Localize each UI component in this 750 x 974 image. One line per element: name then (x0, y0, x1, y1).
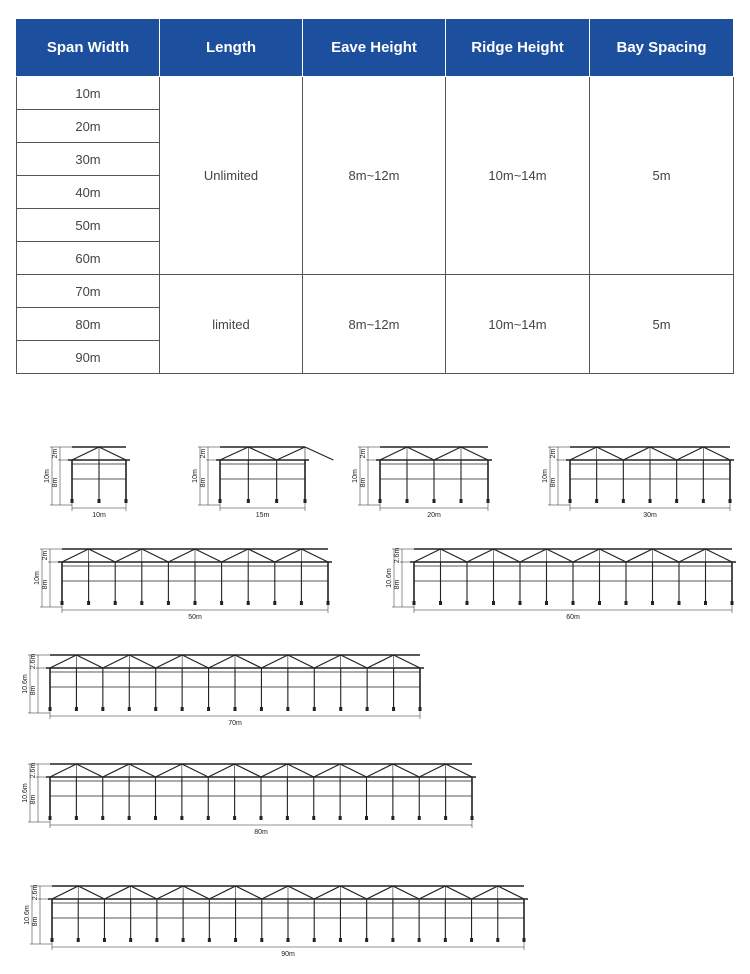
eave-cell: 8m~12m (303, 77, 446, 275)
frame-drawing (386, 548, 736, 621)
ridge-cell: 10m~14m (446, 77, 590, 275)
span-dimension-label: 60m (566, 614, 580, 621)
ridge-cell: 10m~14m (446, 275, 590, 374)
span-dimension-label: 15m (255, 512, 270, 519)
header-length: Length (160, 19, 303, 77)
eave-dimension-label: 8m (42, 579, 49, 590)
height-dimension-label: 10m (44, 469, 51, 483)
height-dimension-label: 10m (192, 469, 199, 483)
span-dimension-label: 20m (427, 512, 441, 519)
bay-cell: 5m (590, 275, 734, 374)
roof-dimension-label: 2.6m (30, 653, 37, 670)
roof-dimension-label: 2.6m (30, 762, 37, 779)
span-cell: 80m (17, 308, 160, 341)
roof-dimension-label: 2m (52, 448, 59, 459)
eave-dimension-label: 8m (30, 794, 37, 805)
height-dimension-label: 10.6m (22, 674, 29, 694)
roof-dimension-label: 2.6m (394, 547, 401, 564)
frame-drawing (192, 447, 333, 519)
span-dimension-label: 30m (643, 512, 657, 519)
header-row (17, 19, 734, 77)
span-cell: 60m (17, 242, 160, 275)
eave-dimension-label: 8m (360, 477, 367, 488)
header-bay-spacing: Bay Spacing (590, 19, 734, 77)
span-dimension-label: 90m (281, 951, 295, 958)
bay-cell: 5m (590, 77, 734, 275)
span-cell: 50m (17, 209, 160, 242)
table-row (17, 275, 734, 308)
eave-dimension-label: 8m (550, 477, 557, 488)
height-dimension-label: 10m (542, 469, 549, 483)
span-cell: 10m (17, 77, 160, 110)
roof-dimension-label: 2m (42, 550, 49, 561)
frame-drawing (24, 885, 528, 958)
frame-drawing (44, 447, 130, 519)
span-cell: 20m (17, 110, 160, 143)
frame-drawing (542, 447, 734, 519)
span-dimension-label: 70m (228, 720, 242, 727)
frame-drawing (352, 447, 492, 519)
eave-dimension-label: 8m (394, 579, 401, 590)
eave-dimension-label: 8m (30, 685, 37, 696)
roof-dimension-label: 2m (360, 448, 367, 459)
span-cell: 30m (17, 143, 160, 176)
roof-dimension-label: 2m (200, 448, 207, 459)
frame-drawing (22, 763, 476, 836)
eave-dimension-label: 8m (52, 477, 59, 488)
eave-dimension-label: 8m (32, 916, 39, 927)
spec-table (16, 18, 734, 374)
height-dimension-label: 10.6m (386, 568, 393, 588)
structure-drawings (0, 420, 750, 974)
eave-dimension-label: 8m (200, 477, 207, 488)
height-dimension-label: 10.6m (24, 905, 31, 925)
span-cell: 40m (17, 176, 160, 209)
height-dimension-label: 10m (352, 469, 359, 483)
header-ridge-height: Ridge Height (446, 19, 590, 77)
height-dimension-label: 10.6m (22, 783, 29, 803)
span-dimension-label: 50m (188, 614, 202, 621)
length-cell: limited (160, 275, 303, 374)
frame-drawing (34, 549, 332, 621)
eave-cell: 8m~12m (303, 275, 446, 374)
height-dimension-label: 10m (34, 571, 41, 585)
header-span-width: Span Width (17, 19, 160, 77)
table-row (17, 77, 734, 110)
frame-drawing (22, 654, 424, 727)
roof-dimension-label: 2.6m (32, 884, 39, 901)
span-cell: 90m (17, 341, 160, 374)
roof-dimension-label: 2m (550, 448, 557, 459)
span-dimension-label: 80m (254, 829, 268, 836)
span-dimension-label: 10m (92, 512, 106, 519)
header-eave-height: Eave Height (303, 19, 446, 77)
length-cell: Unlimited (160, 77, 303, 275)
span-cell: 70m (17, 275, 160, 308)
